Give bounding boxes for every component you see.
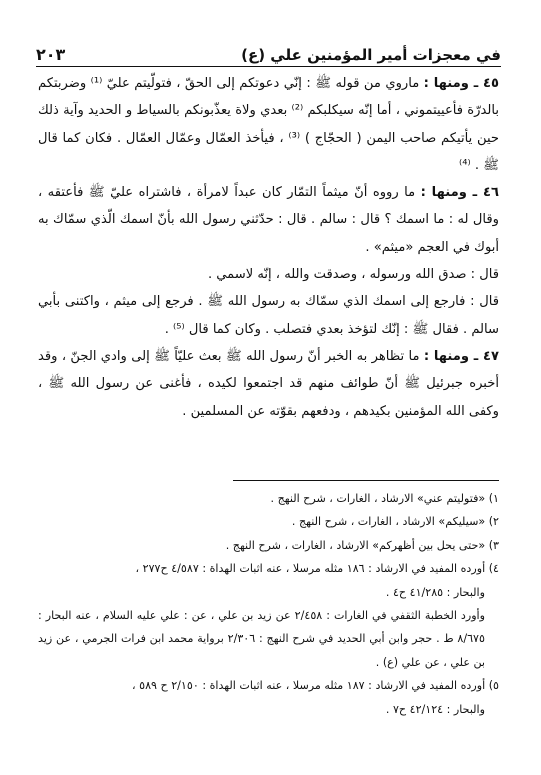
- footnote-4: ٤) أورده المفيد في الارشاد : ١٨٦ مثله مرسلا ، عنه اثبات الهداة : ٤/٥٨٧ ح٢٧٧ ،: [135, 562, 499, 576]
- footnote-1: ١) «فتوليتم عني» الارشاد ، الغارات ، شرح النهج .: [270, 492, 499, 505]
- paragraph-text: قال : صدق الله ورسوله ، وصدقت والله ، إنّه لاسمي .: [207, 267, 499, 283]
- footnotes: [38, 487, 499, 721]
- paragraph-46-conclusion: [38, 288, 499, 343]
- page-number: ٢٠٣: [36, 45, 66, 64]
- footnote-3: ٣) «حتى يحل بين أظهركم» الارشاد ، الغارات ، شرح النهج .: [225, 538, 499, 552]
- main-text: [38, 70, 499, 425]
- footnote-5: ٥) أورده المفيد في الارشاد : ١٨٧ مثله مرسلا ، عنه اثبات الهداة : ٢/١٥٠ ح ٥٨٩ ،: [132, 679, 499, 693]
- running-header: [36, 34, 501, 67]
- paragraph-number: ٤٥ ـ ومنها :: [423, 76, 499, 91]
- paragraph-46: [38, 179, 499, 261]
- paragraph-text: ما تظاهر به الخبر أنّ رسول الله ﷺ بعث عليّاً ﷺ إلى وادي الجنّ ، وقد أخبره جبرئيل ﷺ أنّ طوائف منهم قد اجتمعوا لكيده ، فأغنى عن رسول الله ﷺ ، وكفى الله المؤمنين بكيدهم ، ودفعهم بقوّته عن المسلمين .: [38, 348, 499, 419]
- paragraph-number: ٤٦ ـ ومنها :: [420, 185, 499, 201]
- footnote-5-continued: والبحار : ٤٢/١٢٤ ح٧ .: [385, 702, 485, 716]
- footnote-4-continued: والبحار : ٤١/٢٨٥ ح٤ .: [385, 585, 485, 599]
- chapter-title: في معجزات أمير المؤمنين علي (ع): [241, 46, 501, 64]
- paragraph-47: [38, 343, 499, 425]
- footnote-2: ٢) «سيليكم» الارشاد ، الغارات ، شرح النهج .: [291, 515, 499, 529]
- paragraph-46-reply: [38, 261, 499, 288]
- paragraph-text: ما رووه أنّ ميثماً التمّار كان عبداً لامرأة ، فاشتراه عليّ ﷺ فأعتقه ، وقال له : ما اسمك ؟ قال : سالم . قال : حدّثني رسول الله بأنّ اسمك الّذي سمّاك به أبوك في العجم «ميثم» .: [38, 185, 499, 255]
- paragraph-number: ٤٧ ـ ومنها :: [423, 348, 499, 364]
- footnote-4-extra: وأورد الخطبة الثقفي في الغارات : ٢/٤٥٨ عن زيد بن علي ، عن : علي عليه السلام ، عنه البحار : ٨/٦٧٥ ط . حجر وابن أبي الحديد في شرح النهج : ٢/٣٠٦ برواية محمد ابن فرات الجرمي ، عن زيد بن علي ، عن علي (ع) .: [38, 609, 485, 669]
- paragraph-45: [38, 70, 499, 179]
- footnote-separator: [233, 480, 499, 481]
- paragraph-text: ماروي من قوله ﷺ : إنّي دعوتكم إلى الحقّ ، فتولّيتم عليّ ⁽¹⁾ وضربتكم بالدرّة فأعييتموني ، أما إنّه سيكلبكم ⁽²⁾ بعدي ولاة يعذّبونكم بالسياط و الحديد وآية ذلك حين يأتيكم صاحب اليمن ( الحجّاج ) ⁽³⁾ ، فيأخذ العمّال وعمّال العمّال . فكان كما قال ﷺ . ⁽⁴⁾: [38, 76, 499, 173]
- paragraph-text: قال : فارجع إلى اسمك الذي سمّاك به رسول الله ﷺ . فرجع إلى ميثم ، واكتنى بأبي سالم . فقال ﷺ : إنّك لتؤخذ بعدي فتصلب . وكان كما قال ⁽⁵⁾ .: [38, 294, 499, 337]
